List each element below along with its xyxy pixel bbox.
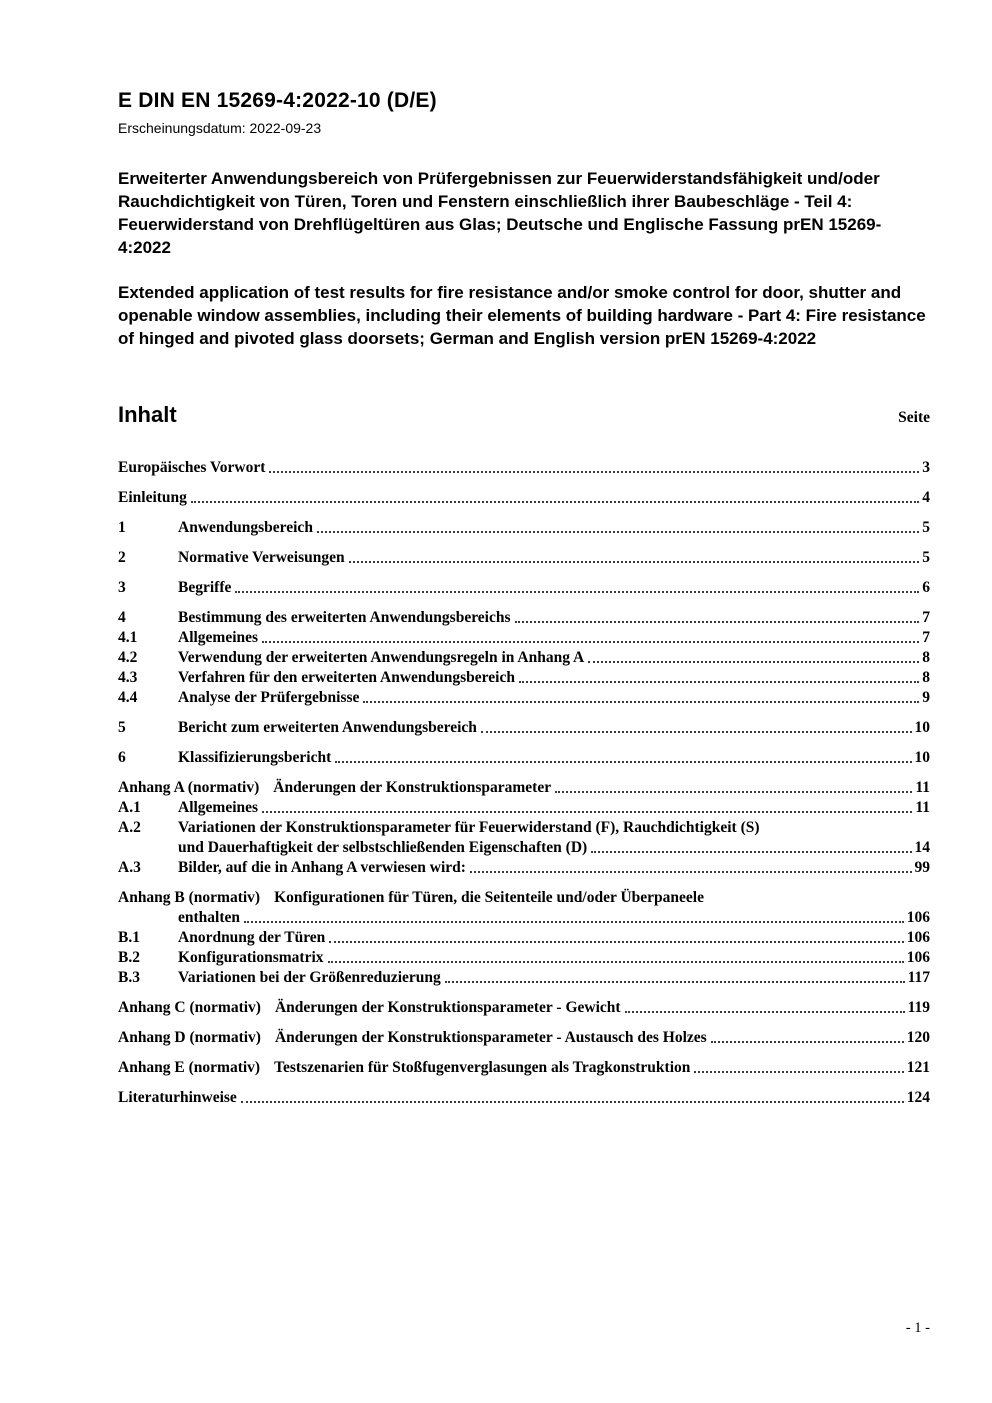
toc-entry-number: 4.3	[118, 669, 138, 686]
toc-entry-title: Allgemeines	[178, 629, 259, 646]
toc-entry-line	[118, 818, 930, 838]
toc-page-number: 106	[906, 949, 930, 966]
toc-entry-number: 5	[118, 719, 126, 736]
toc-entry-line	[118, 928, 930, 948]
toc-page-number: 106	[906, 929, 930, 946]
toc-entry-title: Anordnung der Türen	[178, 929, 326, 946]
document-number-title: E DIN EN 15269-4:2022-10 (D/E)	[118, 89, 437, 112]
toc-page-number: 11	[915, 799, 930, 816]
toc-entry-line	[118, 1028, 930, 1048]
toc-entry-line	[118, 1058, 930, 1078]
dotted-leader	[329, 941, 903, 943]
toc-page-number: 11	[915, 779, 930, 796]
toc-page-column-label: Seite	[898, 409, 930, 426]
toc-entry-title: Konfigurationsmatrix	[178, 949, 324, 966]
toc-entry-title: Testszenarien für Stoßfugenverglasungen als Tragkonstruktion	[274, 1059, 691, 1076]
toc-entry-line	[118, 948, 930, 968]
toc-entry-line	[118, 458, 930, 478]
toc-entry-line	[118, 548, 930, 568]
toc-entry	[118, 688, 930, 708]
toc-header	[118, 402, 930, 428]
toc-entry	[118, 818, 930, 858]
toc-entry-number: Anhang B (normativ)	[118, 889, 261, 906]
toc-entry	[118, 968, 930, 988]
toc-page-number: 3	[922, 459, 930, 476]
toc-page-number: 7	[922, 629, 930, 646]
toc-entry-line	[118, 998, 930, 1018]
dotted-leader	[481, 731, 912, 733]
toc-page-number: 10	[914, 719, 930, 736]
dotted-leader	[588, 661, 919, 663]
toc-entry-line	[118, 648, 930, 668]
toc-page-number: 119	[907, 999, 930, 1016]
toc-entry-number: 1	[118, 519, 126, 536]
toc-entry-title: Bilder, auf die in Anhang A verwiesen wird:	[178, 859, 466, 876]
toc-entry-title: Anwendungsbereich	[178, 519, 313, 536]
toc-entry-title: Normative Verweisungen	[178, 549, 345, 566]
toc-entry	[118, 488, 930, 508]
toc-entry	[118, 578, 930, 598]
dotted-leader	[317, 531, 919, 533]
toc-entry-number: Anhang D (normativ)	[118, 1029, 261, 1046]
toc-entry-line	[118, 888, 930, 908]
toc-page-number: 5	[922, 549, 930, 566]
toc-entry-title: Europäisches Vorwort	[118, 459, 266, 476]
toc-entry-number: B.2	[118, 949, 140, 966]
toc-entry-line	[118, 488, 930, 508]
dotted-leader	[625, 1011, 905, 1013]
toc-entry-number: Anhang A (normativ)	[118, 779, 260, 796]
toc-entry-line	[118, 628, 930, 648]
toc-entry	[118, 718, 930, 738]
toc-entry	[118, 1088, 930, 1108]
toc-entry-line	[118, 968, 930, 988]
toc-entry-number: A.1	[118, 799, 141, 816]
toc-page-number: 7	[922, 609, 930, 626]
toc-entry-title: Änderungen der Konstruktionsparameter - Austausch des Holzes	[274, 1029, 707, 1046]
toc-entry-line	[118, 688, 930, 708]
dotted-leader	[235, 591, 919, 593]
toc-entry-number: 4.1	[118, 629, 138, 646]
toc-entry-number: 6	[118, 749, 126, 766]
dotted-leader	[591, 851, 911, 853]
toc-entry-title: Einleitung	[118, 489, 187, 506]
toc-entry-continuation-line	[118, 908, 930, 928]
dotted-leader	[262, 811, 912, 813]
toc-page-number: 117	[907, 969, 930, 986]
toc-entry	[118, 1058, 930, 1078]
toc-entry	[118, 668, 930, 688]
document-title-english: Extended application of test results for fire resistance and/or smoke control for door, shutter and openable window assemblies, including their elements of building hardware - Part 4: Fire resistance of hinged and pivoted glass doorsets; German and English version prEN 15269-4:2022	[118, 283, 926, 348]
toc-entry-title: Bestimmung des erweiterten Anwendungsbereichs	[178, 609, 511, 626]
toc-entry-line	[118, 858, 930, 878]
toc-entry-line	[118, 778, 930, 798]
toc-entry-title: Änderungen der Konstruktionsparameter - Gewicht	[274, 999, 621, 1016]
table-of-contents	[118, 458, 930, 1108]
toc-entry-line	[118, 798, 930, 818]
dotted-leader	[349, 561, 920, 563]
toc-entry-number: 3	[118, 579, 126, 596]
toc-entry-line	[118, 608, 930, 628]
toc-entry	[118, 858, 930, 878]
toc-entry	[118, 948, 930, 968]
toc-page-number: 99	[914, 859, 930, 876]
toc-entry-title: Konfigurationen für Türen, die Seitenteile und/oder Überpaneele	[274, 889, 704, 906]
toc-page-number: 121	[906, 1059, 930, 1076]
toc-entry-line	[118, 668, 930, 688]
toc-entry-number: 4	[118, 609, 126, 626]
toc-page-number: 8	[922, 649, 930, 666]
toc-entry-title: Änderungen der Konstruktionsparameter	[273, 779, 552, 796]
toc-page-number: 120	[906, 1029, 930, 1046]
toc-entry-number: B.3	[118, 969, 140, 986]
document-title-german: Erweiterter Anwendungsbereich von Prüfergebnissen zur Feuerwiderstandsfähigkeit und/oder Rauchdichtigkeit von Türen, Toren und Fenstern einschließlich ihrer Baubeschläge - Teil 4: Feuerwiderstand von Drehflügeltüren aus Glas; Deutsche und Englische Fassung prEN 15269-4:2022	[118, 169, 882, 257]
toc-entry	[118, 928, 930, 948]
toc-page-number: 5	[922, 519, 930, 536]
toc-entry	[118, 648, 930, 668]
toc-page-number: 8	[922, 669, 930, 686]
toc-entry-number: 4.4	[118, 689, 138, 706]
toc-entry-continuation: enthalten	[178, 909, 240, 926]
toc-page-number: 4	[922, 489, 930, 506]
toc-entry-title: Allgemeines	[178, 799, 259, 816]
dotted-leader	[262, 641, 919, 643]
release-date: Erscheinungsdatum: 2022-09-23	[118, 120, 322, 136]
toc-page-number: 124	[906, 1089, 930, 1106]
toc-entry-number: Anhang C (normativ)	[118, 999, 261, 1016]
toc-entry-title: Analyse der Prüfergebnisse	[178, 689, 360, 706]
toc-entry	[118, 778, 930, 798]
toc-entry-title: Variationen bei der Größenreduzierung	[178, 969, 441, 986]
toc-page-number: 14	[914, 839, 930, 856]
dotted-leader	[363, 701, 919, 703]
dotted-leader	[241, 1101, 904, 1103]
toc-entry-number: A.3	[118, 859, 141, 876]
dotted-leader	[519, 681, 919, 683]
toc-entry-title: Begriffe	[178, 579, 232, 596]
toc-entry	[118, 748, 930, 768]
toc-entry	[118, 1028, 930, 1048]
dotted-leader	[191, 501, 919, 503]
toc-entry-continuation-line	[118, 838, 930, 858]
dotted-leader	[335, 761, 911, 763]
toc-entry	[118, 628, 930, 648]
toc-entry-line	[118, 578, 930, 598]
toc-entry-line	[118, 718, 930, 738]
toc-entry-continuation: und Dauerhaftigkeit der selbstschließenden Eigenschaften (D)	[178, 839, 588, 856]
toc-entry	[118, 518, 930, 538]
toc-entry-number: B.1	[118, 929, 140, 946]
dotted-leader	[470, 871, 912, 873]
toc-entry-title: Bericht zum erweiterten Anwendungsbereich	[178, 719, 477, 736]
toc-entry-title: Literaturhinweise	[118, 1089, 237, 1106]
toc-entry-number: A.2	[118, 819, 141, 836]
dotted-leader	[244, 921, 904, 923]
toc-entry-number: 2	[118, 549, 126, 566]
dotted-leader	[694, 1071, 903, 1073]
dotted-leader	[555, 791, 912, 793]
toc-entry	[118, 998, 930, 1018]
toc-page-number: 106	[906, 909, 930, 926]
dotted-leader	[711, 1041, 904, 1043]
toc-entry	[118, 458, 930, 478]
footer-page-number: - 1 -	[905, 1320, 930, 1336]
toc-entry	[118, 798, 930, 818]
toc-entry-title: Verwendung der erweiterten Anwendungsregeln in Anhang A	[178, 649, 585, 666]
dotted-leader	[269, 471, 919, 473]
toc-entry-title: Variationen der Konstruktionsparameter für Feuerwiderstand (F), Rauchdichtigkeit (S)	[178, 819, 760, 836]
dotted-leader	[515, 621, 920, 623]
dotted-leader	[445, 981, 905, 983]
toc-entry-line	[118, 1088, 930, 1108]
toc-page-number: 6	[922, 579, 930, 596]
toc-page-number: 10	[914, 749, 930, 766]
toc-page-number: 9	[922, 689, 930, 706]
toc-entry-title: Verfahren für den erweiterten Anwendungsbereich	[178, 669, 515, 686]
toc-entry-line	[118, 518, 930, 538]
toc-entry-line	[118, 748, 930, 768]
toc-entry-number: Anhang E (normativ)	[118, 1059, 261, 1076]
dotted-leader	[328, 961, 904, 963]
toc-heading: Inhalt	[118, 402, 177, 427]
toc-entry	[118, 548, 930, 568]
toc-entry-title: Klassifizierungsbericht	[178, 749, 332, 766]
toc-entry-number: 4.2	[118, 649, 138, 666]
toc-entry	[118, 608, 930, 628]
toc-entry	[118, 888, 930, 928]
